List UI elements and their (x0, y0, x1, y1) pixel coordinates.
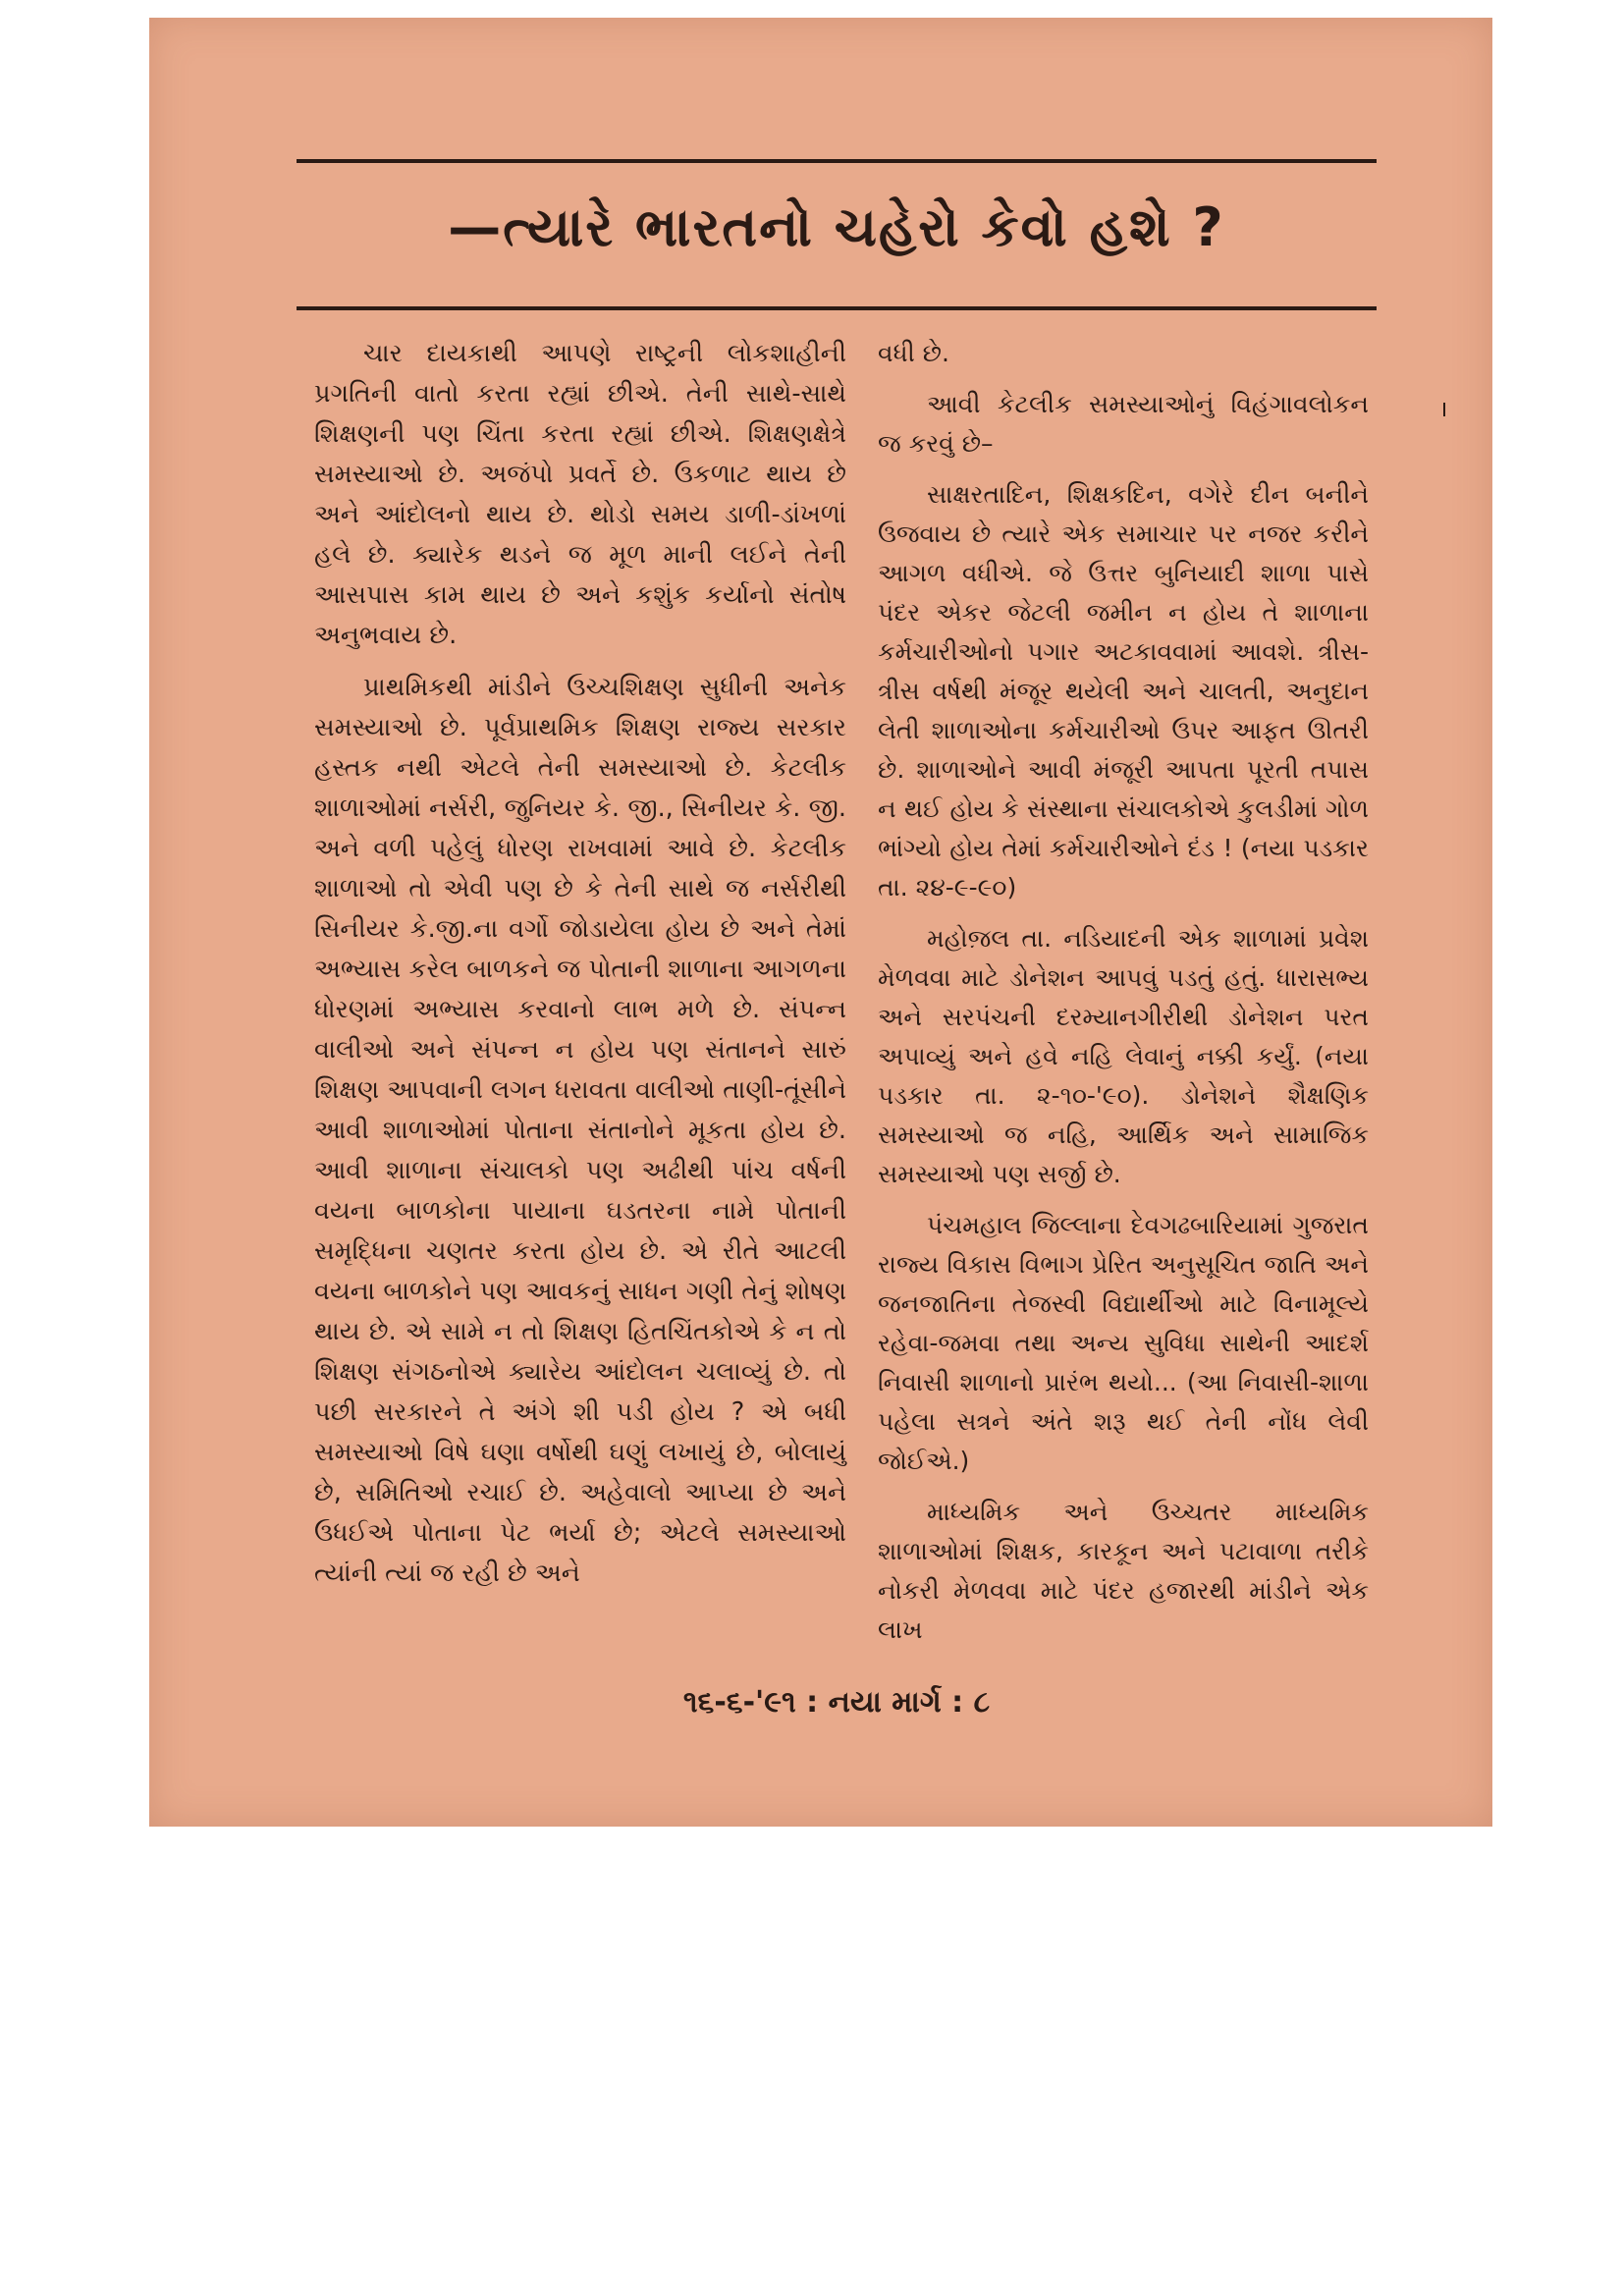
magazine-page (149, 18, 1492, 1827)
left-column (314, 334, 846, 1606)
paragraph-continuation: વધી છે. (878, 339, 949, 367)
title-top-rule (297, 159, 1377, 163)
paragraph: મહોજ઼લ તા. નડિયાદની એક શાળામાં પ્રવેશ મેળવવા માટે ડોનેશન આપવું પડતું હતું. ધારાસભ્ય અને સરપંચની દરમ્યાનગીરીથી ડોનેશન પરત અપાવ્યું અને હવે નહિ લેવાનું નક્કી કર્યું. (નયા પડકાર તા. ૨-૧૦-'૯૦). ડોનેશને શૈક્ષણિક સમસ્યાઓ જ નહિ, આર્થિક અને સામાજિક સમસ્યાઓ પણ સર્જી છે. (878, 924, 1369, 1188)
paragraph: સાક્ષરતાદિન, શિક્ષકદિન, વગેરે દીન બનીને ઉજવાય છે ત્યારે એક સમાચાર પર નજર કરીને આગળ વધીએ. જે ઉત્તર બુનિયાદી શાળા પાસે પંદર એકર જેટલી જમીન ન હોય તે શાળાના કર્મચારીઓનો પગાર અટકાવવામાં આવશે. ત્રીસ-ત્રીસ વર્ષથી મંજૂર થયેલી અને ચાલતી, અનુદાન લેતી શાળાઓના કર્મચારીઓ ઉપર આફત ઊતરી છે. શાળાઓને આવી મંજૂરી આપતા પૂરતી તપાસ ન થઈ હોય કે સંસ્થાના સંચાલકોએ કુલડીમાં ગોળ ભાંગ્યો હોય તેમાં કર્મચારીઓને દંડ ! (નયા પડકાર તા. ૨૪-૯-૯૦) (878, 480, 1369, 902)
paragraph: આવી કેટલીક સમસ્યાઓનું વિહંગાવલોકન જ કરવું છે– (878, 390, 1369, 458)
paragraph: પંચમહાલ જિલ્લાના દેવગઢબારિયામાં ગુજરાત રાજ્ય વિકાસ વિભાગ પ્રેરિત અનુસૂચિત જાતિ અને જનજાતિના તેજસ્વી વિદ્યાર્થીઓ માટે વિનામૂલ્યે રહેવા-જમવા તથા અન્ય સુવિધા સાથેની આદર્શ નિવાસી શાળાનો પ્રારંભ થયો... (આ નિવાસી-શાળા પહેલા સત્રને અંતે શરૂ થઈ તેની નોંધ લેવી જોઈએ.) (878, 1211, 1369, 1475)
margin-mark (1443, 403, 1445, 416)
right-column (878, 334, 1369, 1662)
page-footer: ૧૬-૬-'૯૧ : નયા માર્ગ : ૮ (682, 1685, 991, 1720)
paragraph: માધ્યમિક અને ઉચ્ચતર માધ્યમિક શાળાઓમાં શિક્ષક, કારકૂન અને પટાવાળા તરીકે નોકરી મેળવવા માટે પંદર હજારથી માંડીને એક લાખ (878, 1498, 1369, 1644)
article-title: —ત્યારે ભારતનો ચહેરો કેવો હશે ? (448, 196, 1225, 258)
title-bottom-rule (297, 306, 1377, 310)
paragraph: પ્રાથમિકથી માંડીને ઉચ્ચશિક્ષણ સુધીની અનેક સમસ્યાઓ છે. પૂર્વપ્રાથમિક શિક્ષણ રાજ્ય સરકાર હસ્તક નથી એટલે તેની સમસ્યાઓ છે. કેટલીક શાળાઓમાં નર્સરી, જુનિયર કે. જી., સિનીયર કે. જી. અને વળી પહેલું ધોરણ રાખવામાં આવે છે. કેટલીક શાળાઓ તો એવી પણ છે કે તેની સાથે જ નર્સરીથી સિનીયર કે.જી.ના વર્ગો જોડાયેલા હોય છે અને તેમાં અભ્યાસ કરેલ બાળકને જ પોતાની શાળાના આગળના ધોરણમાં અભ્યાસ કરવાનો લાભ મળે છે. સંપન્ન વાલીઓ અને સંપન્ન ન હોય પણ સંતાનને સારું શિક્ષણ આપવાની લગન ધરાવતા વાલીઓ તાણી-તૂંસીને આવી શાળાઓમાં પોતાના સંતાનોને મૂકતા હોય છે. આવી શાળાના સંચાલકો પણ અઢીથી પાંચ વર્ષની વયના બાળકોના પાયાના ઘડતરના નામે પોતાની સમૃદ્ધિના ચણતર કરતા હોય છે. એ રીતે આટલી વયના બાળકોને પણ આવકનું સાધન ગણી તેનું શોષણ થાય છે. એ સામે ન તો શિક્ષણ હિતચિંતકોએ કે ન તો શિક્ષણ સંગઠનોએ ક્યારેય આંદોલન ચલાવ્યું છે. તો પછી સરકારને તે અંગે શી પડી હોય ? એ બધી સમસ્યાઓ વિષે ઘણા વર્ષોથી ઘણું લખાયું છે, બોલાયું છે, સમિતિઓ રચાઈ છે. અહેવાલો આપ્યા છે અને ઉધઈએ પોતાના પેટ ભર્યા છે; એટલે સમસ્યાઓ ત્યાંની ત્યાં જ રહી છે અને (314, 673, 846, 1588)
paragraph: ચાર દાયકાથી આપણે રાષ્ટ્રની લોકશાહીની પ્રગતિની વાતો કરતા રહ્યાં છીએ. તેની સાથે-સાથે શિક્ષણની પણ ચિંતા કરતા રહ્યાં છીએ. શિક્ષણક્ષેત્રે સમસ્યાઓ છે. અજંપો પ્રવર્તે છે. ઉકળાટ થાય છે અને આંદોલનો થાય છે. થોડો સમય ડાળી-ડાંખળાં હલે છે. ક્યારેક થડને જ મૂળ માની લઈને તેની આસપાસ કામ થાય છે અને કશુંક કર્યાનો સંતોષ અનુભવાય છે. (314, 339, 846, 650)
